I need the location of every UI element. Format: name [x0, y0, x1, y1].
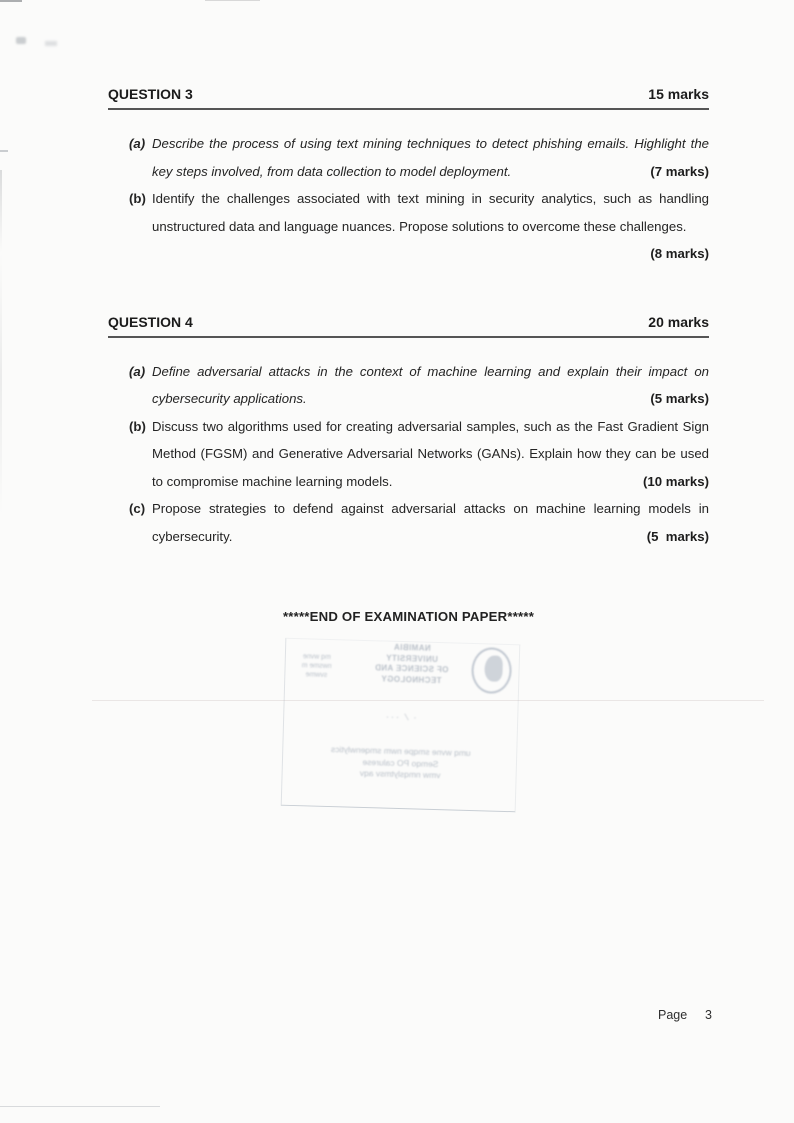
- page-footer: [658, 1008, 712, 1022]
- stamp-text-line: Semqo PO calurese: [362, 756, 439, 769]
- end-of-paper-line: *****END OF EXAMINATION PAPER*****: [282, 609, 535, 624]
- question-header: [108, 314, 709, 338]
- part-text: Define adversarial attacks in the context of machine learning and explain their impact on cybersecurity applications. (5 marks): [152, 358, 709, 413]
- scan-edge-mark: [205, 0, 260, 1]
- questions: [108, 86, 709, 550]
- part-label: (b): [129, 191, 146, 206]
- question-part: [129, 130, 709, 185]
- scan-smudge: [45, 41, 57, 46]
- stamp-text-line: NAMIBIA: [393, 642, 431, 653]
- stamp-text-line: umq wvne smqpe nwm smqenwlytics: [330, 744, 471, 758]
- question-part: [129, 495, 709, 550]
- stamp-text-line: vmw nmqslytmsv aqv: [359, 767, 441, 781]
- page-label: Page: [658, 1008, 688, 1022]
- part-label: (a): [129, 136, 146, 151]
- stamp-logo-icon: [471, 647, 512, 694]
- scan-edge-mark: [0, 0, 22, 2]
- stamp-header-text: [354, 642, 469, 687]
- question-total-marks: 20 marks: [648, 313, 709, 330]
- question-parts: [129, 130, 709, 268]
- scan-edge-mark: [0, 170, 2, 630]
- stamp-text-line: nwsme m: [301, 662, 332, 671]
- question-total-marks: 15 marks: [648, 86, 709, 102]
- question-part: [129, 358, 709, 413]
- stamp-side-text: [290, 652, 343, 680]
- scan-edge-mark: [0, 150, 8, 152]
- part-marks: (5 marks): [646, 528, 709, 544]
- part-text: Describe the process of using text mining techniques to detect phishing emails. Highlight the key steps involved, from data collection to model deployment. (7 marks): [152, 130, 709, 185]
- part-marks: (8 marks): [650, 246, 709, 261]
- part-label: (c): [129, 501, 146, 516]
- stamp-content: [282, 639, 520, 811]
- scan-smudge: [16, 37, 26, 44]
- stamp-bleedthrough: [281, 638, 521, 812]
- part-text: Propose strategies to defend against adversarial attacks on machine learning models in cybersecurity. (5 marks): [152, 495, 709, 550]
- part-marks: (5 marks): [650, 391, 709, 406]
- stamp-text-line: mq wvne: [302, 653, 331, 662]
- question-title: QUESTION 4: [108, 313, 193, 330]
- question-section: [108, 86, 709, 268]
- part-label: (a): [129, 363, 146, 379]
- part-marks: (7 marks): [650, 163, 709, 179]
- part-text: Discuss two algorithms used for creating adversarial samples, such as the Fast Gradient Sign Method (FGSM) and Generative Adversarial Networks (GANs). Explain how they can be used to compromise machine learning models. (10 marks): [152, 413, 709, 496]
- page-number: 3: [705, 1008, 712, 1022]
- exam-content: [108, 86, 709, 624]
- stamp-mid-mark: · ⁄ ···: [383, 711, 417, 723]
- question-section: [108, 314, 709, 551]
- question-title: QUESTION 3: [108, 86, 193, 102]
- question-parts: [129, 358, 709, 551]
- part-marks: (10 marks): [643, 473, 709, 489]
- part-text: Identify the challenges associated with text mining in security analytics, such as handling unstructured data and language nuances. Propose solutions to overcome these challenges. (8 marks): [152, 185, 709, 268]
- stamp-text-line: UNIVERSITY: [385, 653, 438, 664]
- question-header: [108, 86, 709, 110]
- stamp-text-line: OF SCIENCE AND: [374, 663, 449, 675]
- stamp-bottom-text: [297, 743, 503, 783]
- question-part: [129, 185, 709, 268]
- question-part: [129, 413, 709, 496]
- stamp-text-line: svwme: [305, 671, 328, 679]
- stamp-text-line: TECHNOLOGY: [380, 673, 442, 685]
- part-label: (b): [129, 418, 146, 434]
- scan-fold-line: [0, 1106, 160, 1107]
